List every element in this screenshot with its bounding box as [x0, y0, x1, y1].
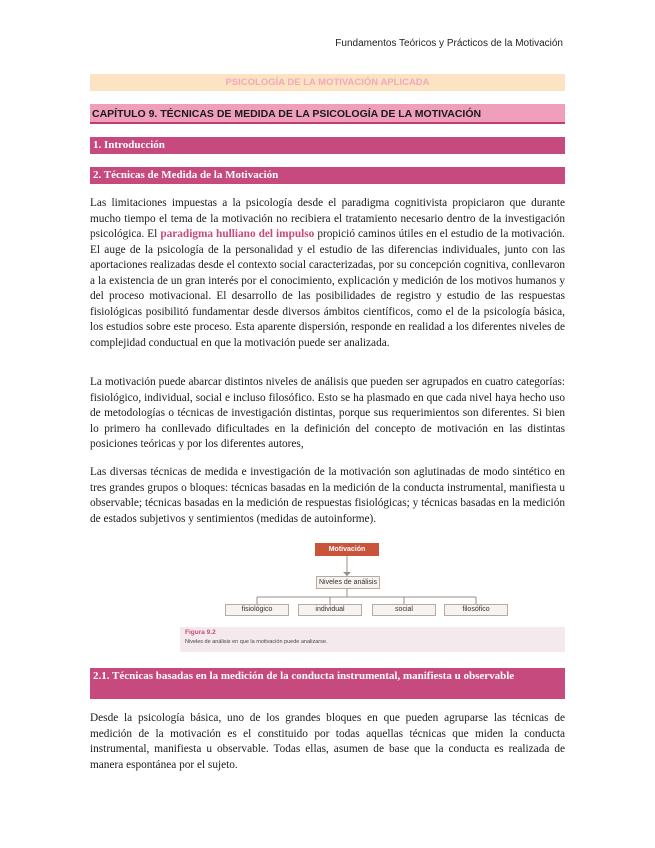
chapter-title: CAPÍTULO 9. TÉCNICAS DE MEDIDA DE LA PSICOLOGÍA DE LA MOTIVACIÓN: [90, 104, 565, 124]
figure-caption-title: Figura 9.2: [185, 629, 216, 636]
paragraph-3: Las diversas técnicas de medida e investigación de la motivación son aglutinadas de modo sintético en tres grandes grupos o bloques: técnicas basadas en la medición de la conducta instrumental, manifiesta u observable; técnicas basadas en la medición de respuestas fisiológicas; y técnicas basadas en la medición de estados subjetivos y sentimientos (medidas de autoinforme).: [90, 466, 565, 525]
diagram-node-individual: individual: [298, 604, 362, 616]
diagram-node-motivacion: Motivación: [315, 543, 379, 556]
paragraph-1: [90, 196, 565, 351]
subject-banner: PSICOLOGÍA DE LA MOTIVACIÓN APLICADA: [90, 74, 565, 91]
diagram-node-filosofico: filosófico: [444, 604, 508, 616]
paragraph-2: La motivación puede abarcar distintos niveles de análisis que pueden ser agrupados en cuatro categorías: fisiológico, individual, social e incluso filosófico. Esto se ha plasmado en que cada nivel haya hecho uso de metodologías o técnicas de investigación distintas, porque sus requerimientos son diferentes. Si bien lo primero ha conllevado dificultades en la definición del concepto de motivación en las distintas posiciones teóricas y por los diferentes autores,: [90, 376, 565, 450]
figure-diagram: [180, 536, 565, 652]
diagram-node-fisiologico: fisiológico: [225, 604, 289, 616]
paragraph-1-start: Las limitaciones impuestas a la psicología desde el paradigma cognitivista propiciaron que durante mucho tiempo el tema de la motivación no recibiera el tratamiento necesario dentro de la investigación psicológica. El: [90, 197, 565, 240]
paragraph-1-end: propició caminos útiles en el estudio de la motivación. El auge de la psicología de la personalidad y el estudio de las diferencias individuales, junto con las aportaciones realizadas desde el contexto social caracterizadas, por su concepción cognitiva, conllevaron a la existencia de un gran interés por el conocimiento, explicación y medición de los motivos humanos y del proceso motivacional. El desarrollo de las posibilidades de registro y estudio de las respuestas fisiológicas posibilitó fundamentar desde diversos ámbitos científicos, como el de la psicología básica, los estudios sobre este proceso. Esta aparente dispersión, responde en realidad a los diferentes niveles de complejidad conductual en que la motivación puede ser analizada.: [90, 228, 565, 349]
paragraph-4: Desde la psicología básica, uno de los grandes bloques en que pueden agruparse las técnicas de medición de la motivación es el constituido por todas aquellas técnicas que miden la conducta instrumental, manifiesta u observable. Todas ellas, asumen de base que la conducta es realizada de manera espontánea por el sujeto.: [90, 712, 565, 771]
section-heading-conducta-instrumental: 2.1. Técnicas basadas en la medición de la conducta instrumental, manifiesta u observable: [90, 668, 565, 699]
diagram-node-niveles: Niveles de análisis: [316, 576, 380, 589]
figure-caption-text: Niveles de análisis en que la motivación puede analizarse.: [185, 639, 328, 645]
section-heading-tecnicas: 2. Técnicas de Medida de la Motivación: [90, 167, 565, 184]
running-header: Fundamentos Teóricos y Prácticos de la Motivación: [335, 38, 563, 49]
section-heading-introduccion: 1. Introducción: [90, 137, 565, 154]
diagram-node-social: social: [372, 604, 436, 616]
highlighted-term: paradigma hulliano del impulso: [160, 228, 315, 240]
